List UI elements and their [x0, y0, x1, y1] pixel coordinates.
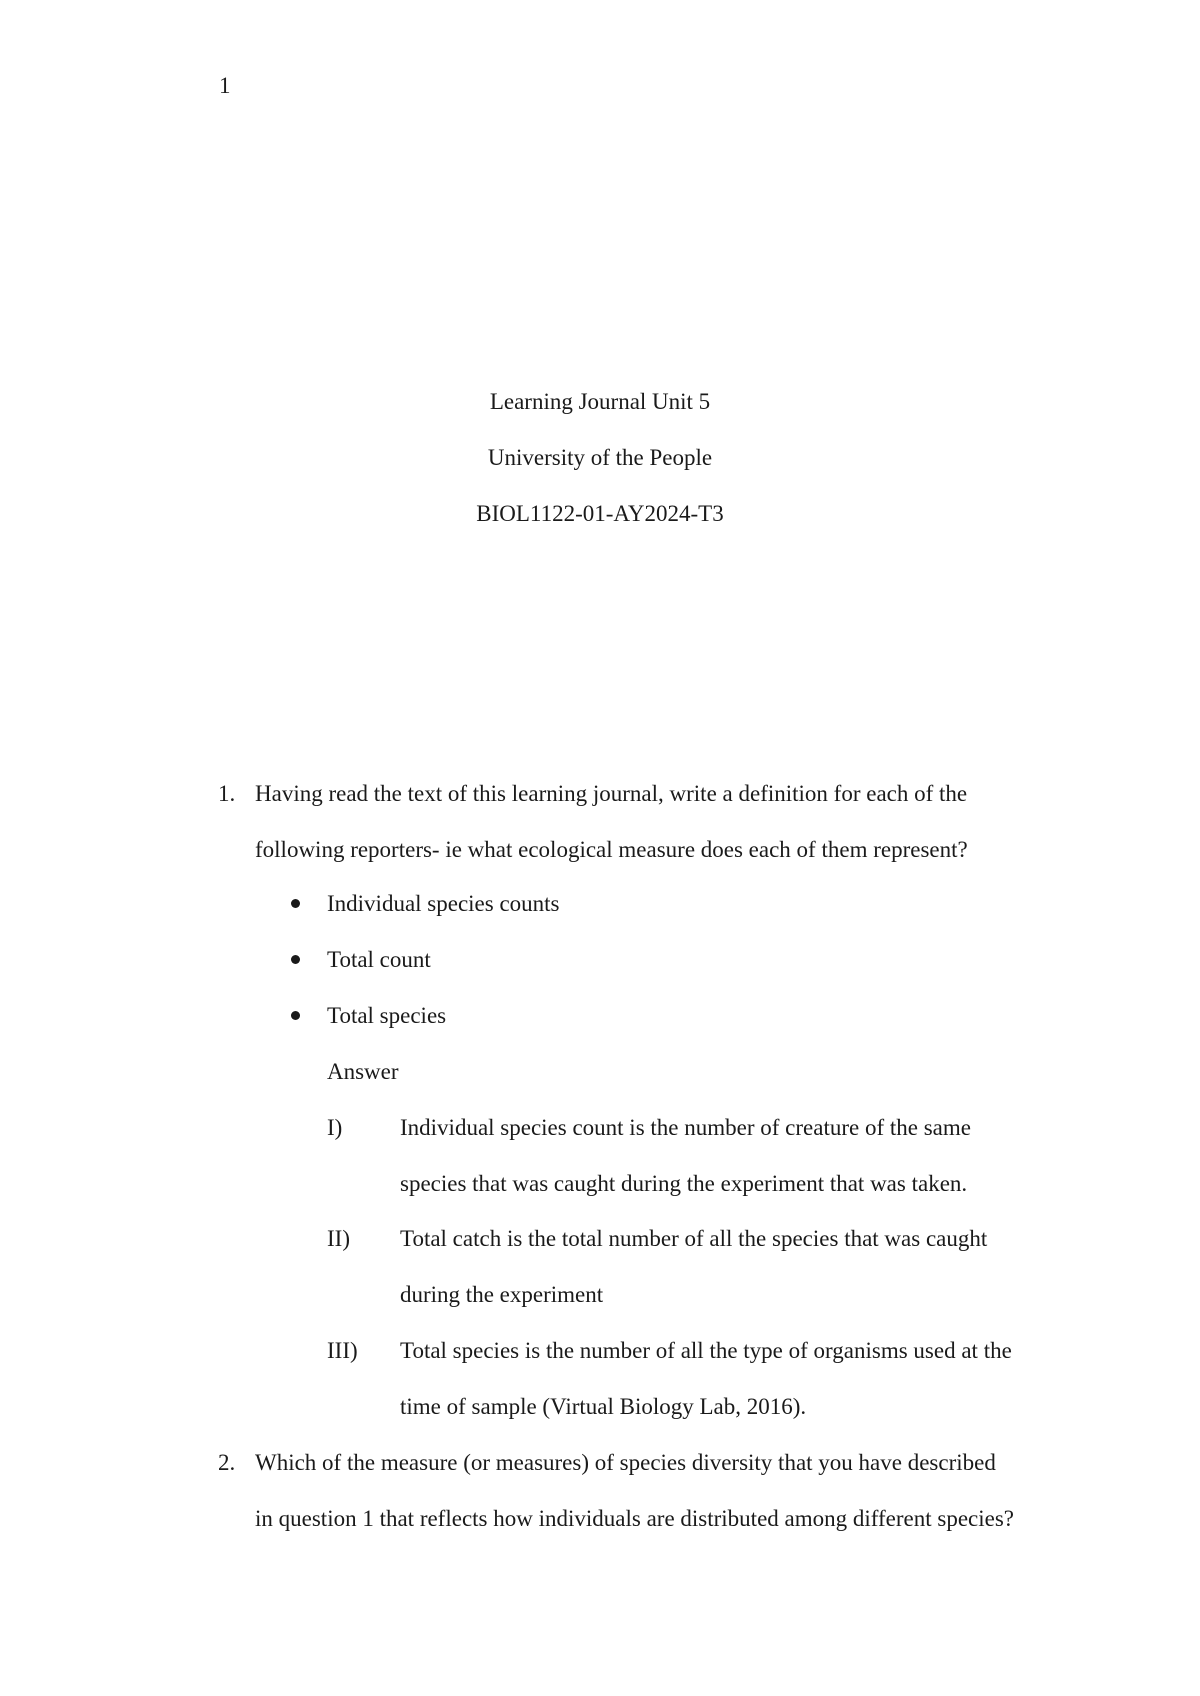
answer-2-marker: II)	[327, 1226, 350, 1251]
answer-1-marker: I)	[327, 1115, 343, 1140]
answer-1-line-1: Individual species count is the number of creature of the same	[400, 1115, 971, 1140]
question-2-number: 2.	[218, 1450, 236, 1475]
answer-2-line-1: Total catch is the total number of all the species that was caught	[400, 1226, 988, 1251]
page-number: 1	[219, 73, 231, 98]
institution-name: University of the People	[487, 445, 713, 470]
answer-3-line-2: time of sample (Virtual Biology Lab, 2016).	[400, 1394, 807, 1419]
bullet-item: Individual species counts	[327, 891, 560, 916]
answer-3-marker: III)	[327, 1338, 358, 1363]
question-1-line-2: following reporters- ie what ecological measure does each of them represent?	[255, 837, 968, 862]
bullet-item: Total count	[327, 947, 431, 972]
question-2-line-1: Which of the measure (or measures) of species diversity that you have described	[255, 1450, 996, 1475]
answer-2-line-2: during the experiment	[400, 1282, 604, 1307]
document-title: Learning Journal Unit 5	[489, 389, 711, 414]
title-block	[0, 388, 1200, 556]
bullet-item: Total species	[327, 1003, 447, 1028]
answer-label: Answer	[327, 1059, 399, 1084]
question-1-number: 1.	[218, 781, 236, 806]
bullet-icon	[291, 955, 300, 964]
answer-1-line-2: species that was caught during the experiment that was taken.	[400, 1171, 968, 1196]
question-2-line-2: in question 1 that reflects how individuals are distributed among different species?	[255, 1506, 1015, 1531]
bullet-icon	[291, 899, 300, 908]
answer-3-line-1: Total species is the number of all the type of organisms used at the	[400, 1338, 1012, 1363]
course-code: BIOL1122-01-AY2024-T3	[476, 501, 724, 526]
question-1-line-1: Having read the text of this learning journal, write a definition for each of the	[255, 781, 968, 806]
bullet-icon	[291, 1011, 300, 1020]
